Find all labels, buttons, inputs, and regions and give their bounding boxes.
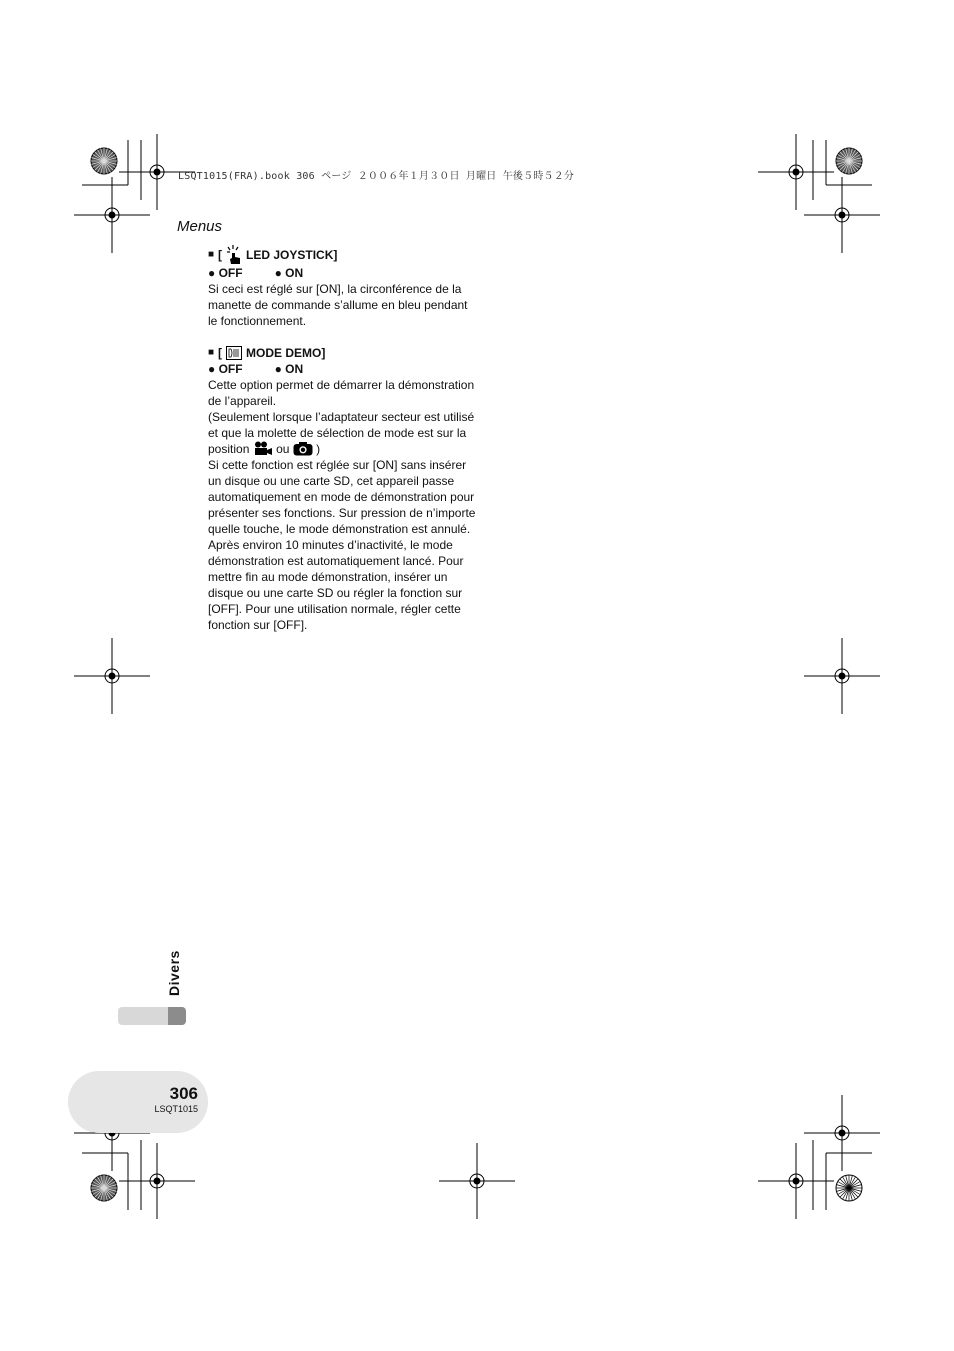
demo-heading (208, 345, 478, 361)
crosshair-mark (804, 177, 880, 253)
registration-target (91, 148, 117, 174)
content-column (208, 245, 478, 633)
demo-option-on: ● ON (274, 362, 304, 376)
page-number: 306 (169, 1084, 198, 1103)
crosshair-mark (758, 1143, 834, 1219)
motion-picture-icon (253, 441, 273, 456)
bracket-open: [ (218, 346, 223, 360)
crosshair-mark (439, 1143, 515, 1219)
demo-para2-end: ) (316, 442, 321, 456)
demo-para1: Cette option permet de démarrer la démonstration de l’appareil. (208, 378, 475, 408)
registration-target (91, 1175, 117, 1201)
bullet-square: ■ (208, 249, 215, 260)
registration-target (836, 1175, 862, 1201)
demo-para3: Si cette fonction est réglée sur [ON] sans insérer un disque ou une carte SD, cet appareil passe automatiquement en mode de démonstration pour présenter ses fonctions. Sur pression de n’importe quelle touche, le mode démonstration est annulé. Après environ 10 minutes d’inactivité, le mode démonstration est automatiquement lancé. Pour mettre fin au mode démonstration, insérer un disque ou une carte SD ou régler la fonction sur [OFF]. Pour une utilisation normale, régler cette fonction sur [OFF]. (208, 458, 476, 632)
side-tab-marker (168, 1007, 186, 1025)
crosshair-mark (74, 177, 150, 253)
bullet-square: ■ (208, 347, 215, 358)
crosshair-mark (119, 1143, 195, 1219)
led-option-off: ● OFF (208, 266, 243, 280)
crosshair-mark (74, 638, 150, 714)
demo-icon (226, 346, 242, 360)
bracket-open: [ (218, 248, 223, 262)
side-tab-label: Divers (166, 950, 182, 996)
demo-options (208, 361, 478, 377)
crosshair-mark (804, 1095, 880, 1171)
crosshair-mark (804, 638, 880, 714)
demo-para2-start: (Seulement lorsque l’adaptateur secteur est utilisé et que la molette de sélection de mode est sur la position (208, 410, 475, 456)
led-heading (208, 245, 478, 265)
led-option-on: ● ON (274, 266, 304, 280)
demo-para2 (208, 409, 478, 457)
led-options (208, 265, 478, 281)
registration-target (836, 148, 862, 174)
demo-option-off: ● OFF (208, 362, 243, 376)
led-heading-text: LED JOYSTICK] (246, 248, 338, 262)
demo-para2-or: ou (276, 442, 290, 456)
crosshair-mark (758, 134, 834, 210)
led-joystick-icon (226, 245, 242, 265)
demo-heading-text: MODE DEMO] (246, 346, 326, 360)
print-header: LSQT1015(FRA).book 306 ページ ２００６年１月３０日 月曜日 午後５時５２分 (178, 171, 575, 182)
section-title: Menus (177, 218, 223, 235)
camera-icon (293, 441, 313, 456)
led-description: Si ceci est réglé sur [ON], la circonférence de la manette de commande s’allume en bleu pendant le fonctionnement. (208, 282, 468, 328)
page-code: LSQT1015 (154, 1104, 198, 1114)
